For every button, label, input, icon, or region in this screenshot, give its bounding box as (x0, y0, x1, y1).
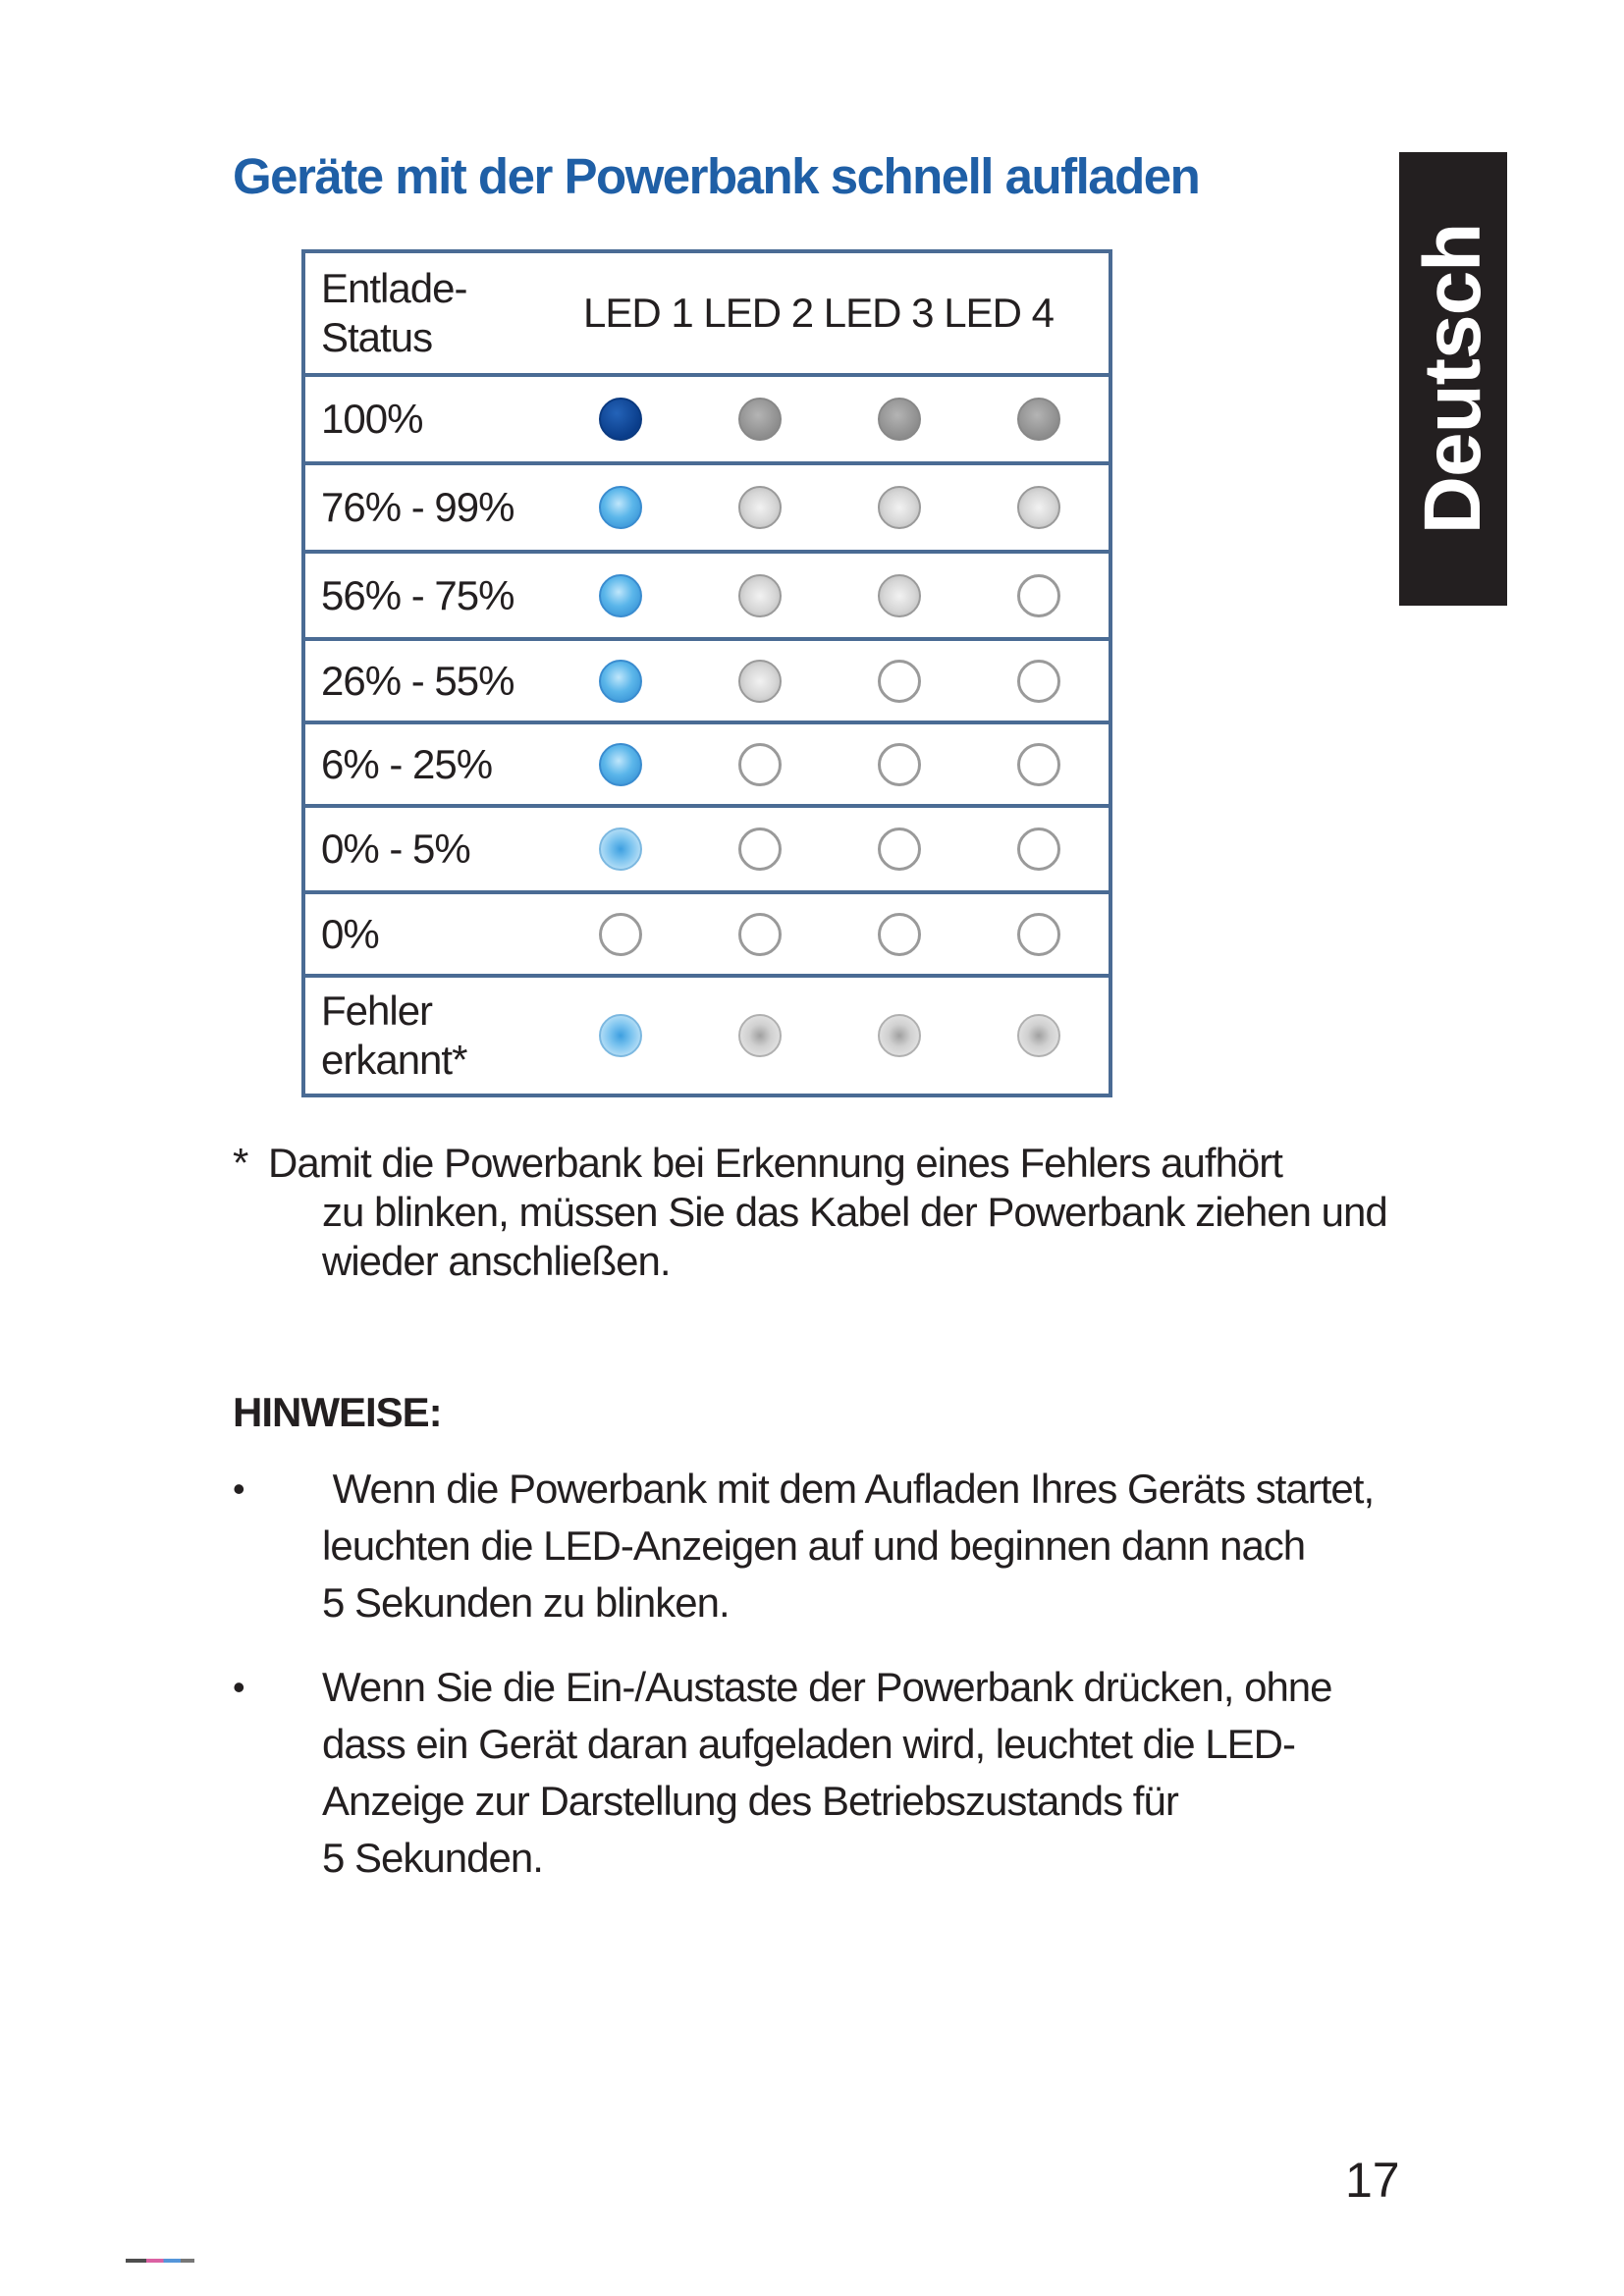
footnote-line2: zu blinken, müssen Sie das Kabel der Powerbank ziehen und (322, 1189, 1387, 1235)
led-indicator-icon (878, 828, 921, 871)
led-indicator-icon (1017, 913, 1060, 956)
led-3-cell (830, 574, 969, 617)
language-tab (1399, 152, 1507, 606)
led-2-cell (690, 913, 830, 956)
led-indicator-icon (878, 398, 921, 441)
led-indicator-icon (599, 828, 642, 871)
led-4-cell (969, 913, 1109, 956)
led-indicator-icon (599, 574, 642, 617)
led-indicator-icon (1017, 398, 1060, 441)
table-row (305, 461, 1109, 550)
led-indicator-icon (878, 486, 921, 529)
led-4-cell (969, 574, 1109, 617)
status-header-line2: Status (321, 314, 433, 360)
led-indicator-icon (738, 660, 782, 703)
note-line: leuchten die LED-Anzeigen auf und beginnen dann nach (322, 1522, 1306, 1569)
led-1-cell (551, 660, 690, 703)
led-indicator-icon (738, 913, 782, 956)
led-2-cell (690, 398, 830, 441)
led-1-cell (551, 1014, 690, 1057)
note-line: 5 Sekunden zu blinken. (322, 1579, 730, 1626)
led-1-cell (551, 828, 690, 871)
led-group (551, 743, 1109, 786)
led-1-cell (551, 486, 690, 529)
note-line: Wenn die Powerbank mit dem Aufladen Ihres Geräts startet, (322, 1466, 1375, 1512)
language-tab-label: Deutsch (1408, 223, 1497, 535)
led-indicator-icon (599, 398, 642, 441)
led-indicator-icon (738, 486, 782, 529)
led-indicator-icon (738, 743, 782, 786)
page-number: 17 (1345, 2153, 1400, 2208)
led-indicator-icon (1017, 574, 1060, 617)
status-cell: 56% - 75% (321, 571, 514, 618)
led-indicator-icon (1017, 743, 1060, 786)
footnote-star: * (233, 1140, 248, 1186)
led-indicator-icon (599, 743, 642, 786)
led-4-cell (969, 743, 1109, 786)
status-cell: 0% - 5% (321, 826, 470, 872)
led-indicator-icon (878, 574, 921, 617)
led-indicator-icon (1017, 1014, 1060, 1057)
status-cell: 100% (321, 396, 423, 442)
led-header: LED 1 LED 2 LED 3 LED 4 (583, 290, 1054, 336)
led-indicator-icon (878, 660, 921, 703)
footnote-text (268, 1139, 1411, 1286)
notes-heading: HINWEISE: (233, 1389, 442, 1435)
led-indicator-icon (878, 913, 921, 956)
bullet-icon: • (233, 1468, 244, 1509)
table-row (305, 890, 1109, 974)
led-3-cell (830, 398, 969, 441)
led-indicator-icon (1017, 486, 1060, 529)
led-2-cell (690, 574, 830, 617)
led-2-cell (690, 660, 830, 703)
led-3-cell (830, 486, 969, 529)
led-3-cell (830, 1014, 969, 1057)
footnote-line1: Damit die Powerbank bei Erkennung eines Fehlers aufhört (268, 1140, 1282, 1186)
table-row (305, 373, 1109, 461)
status-cell-line2: erkannt* (321, 1037, 467, 1083)
led-group (551, 398, 1109, 441)
led-indicator-icon (599, 486, 642, 529)
status-cell (305, 987, 551, 1085)
led-3-cell (830, 913, 969, 956)
note-line: 5 Sekunden. (322, 1835, 543, 1881)
led-4-cell (969, 828, 1109, 871)
print-registration-mark (126, 2259, 194, 2263)
note-item (233, 1461, 1411, 1631)
status-header-line1: Entlade- (321, 265, 467, 311)
led-1-cell (551, 398, 690, 441)
led-group (551, 828, 1109, 871)
led-indicator-icon (738, 828, 782, 871)
footnote-line3: wieder anschließen. (322, 1238, 671, 1284)
note-item (233, 1659, 1411, 1887)
led-indicator-icon (599, 1014, 642, 1057)
led-group (551, 486, 1109, 529)
table-row (305, 721, 1109, 804)
status-cell: 6% - 25% (321, 740, 493, 787)
page-title: Geräte mit der Powerbank schnell aufladen (233, 148, 1200, 204)
led-indicator-icon (738, 398, 782, 441)
table-row (305, 637, 1109, 721)
led-1-cell (551, 743, 690, 786)
led-indicator-icon (878, 743, 921, 786)
led-2-cell (690, 828, 830, 871)
table-row (305, 550, 1109, 637)
led-4-cell (969, 660, 1109, 703)
led-group (551, 574, 1109, 617)
led-status-table (301, 249, 1112, 1097)
led-indicator-icon (1017, 828, 1060, 871)
led-group (551, 660, 1109, 703)
led-2-cell (690, 743, 830, 786)
note-line: dass ein Gerät daran aufgeladen wird, leuchtet die LED- (322, 1721, 1295, 1767)
table-header-row (305, 253, 1109, 373)
led-1-cell (551, 574, 690, 617)
led-4-cell (969, 486, 1109, 529)
led-indicator-icon (599, 913, 642, 956)
led-4-cell (969, 398, 1109, 441)
footnote (233, 1139, 1411, 1286)
led-3-cell (830, 828, 969, 871)
status-cell: 0% (321, 910, 379, 957)
status-cell: 76% - 99% (321, 484, 514, 530)
status-cell: 26% - 55% (321, 657, 514, 704)
table-row (305, 974, 1109, 1094)
led-indicator-icon (738, 1014, 782, 1057)
led-indicator-icon (1017, 660, 1060, 703)
led-indicator-icon (878, 1014, 921, 1057)
led-indicator-icon (738, 574, 782, 617)
note-line: Anzeige zur Darstellung des Betriebszustands für (322, 1778, 1178, 1824)
led-1-cell (551, 913, 690, 956)
led-2-cell (690, 1014, 830, 1057)
table-row (305, 804, 1109, 890)
note-line: Wenn Sie die Ein-/Austaste der Powerbank drücken, ohne (322, 1664, 1332, 1710)
led-3-cell (830, 743, 969, 786)
led-3-cell (830, 660, 969, 703)
led-group (551, 913, 1109, 956)
status-cell-line1: Fehler (321, 988, 433, 1034)
led-indicator-icon (599, 660, 642, 703)
bullet-icon: • (233, 1667, 244, 1707)
status-header (305, 264, 566, 362)
led-4-cell (969, 1014, 1109, 1057)
led-group (551, 1014, 1109, 1057)
led-2-cell (690, 486, 830, 529)
